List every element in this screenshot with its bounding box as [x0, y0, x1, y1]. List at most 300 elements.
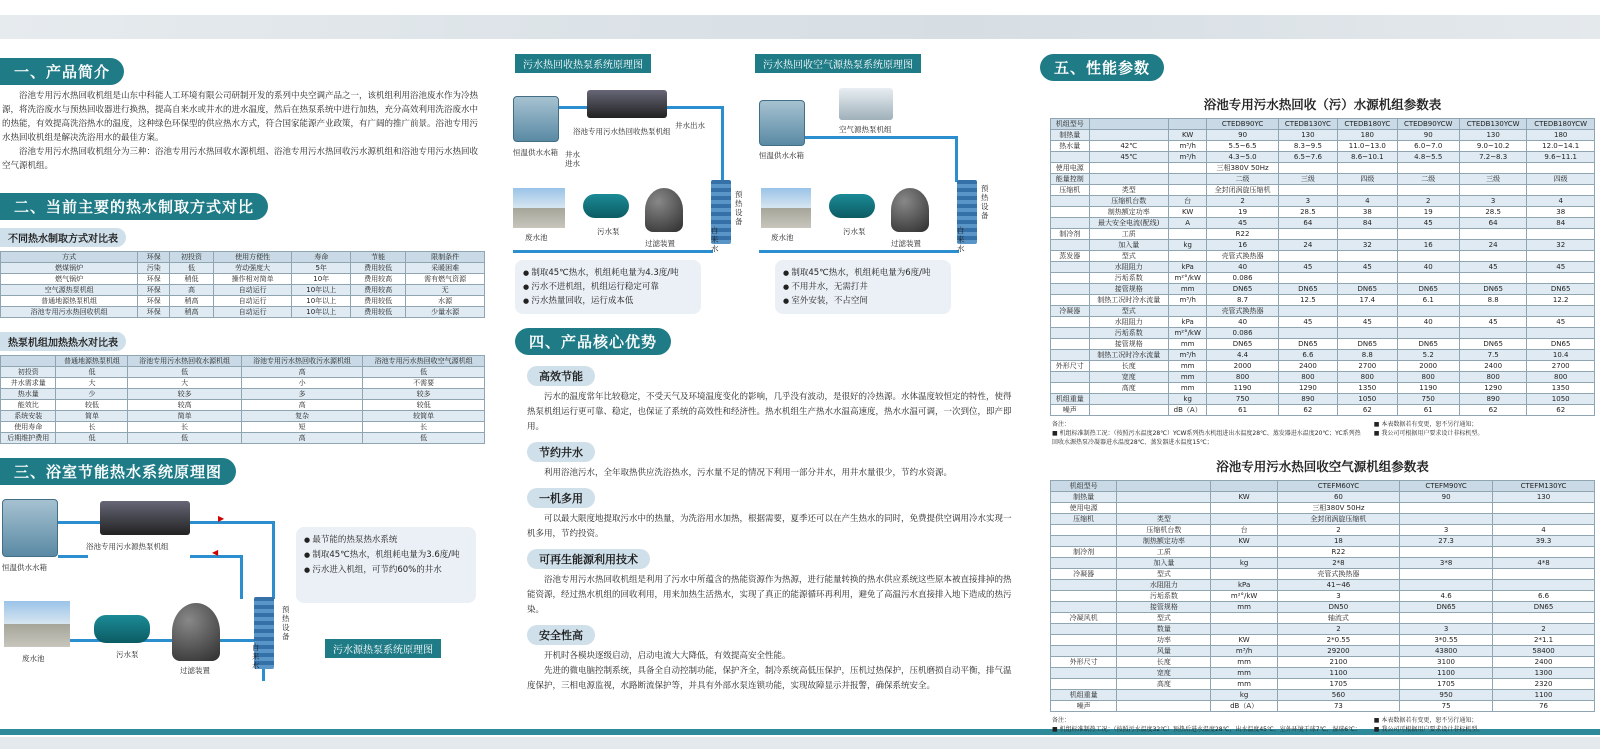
table-row — [1051, 251, 1595, 262]
table-cell — [1400, 613, 1493, 624]
table-cell — [1527, 185, 1595, 196]
table-cell: mm — [1211, 657, 1277, 668]
table-cell: m³/h — [1168, 141, 1207, 152]
table-cell: 62 — [1459, 405, 1527, 416]
table-cell: mm — [1168, 339, 1207, 350]
table-cell: 45 — [1397, 218, 1459, 229]
table-cell: 高 — [241, 400, 363, 411]
table-cell — [1051, 240, 1090, 251]
table-cell: 3 — [1459, 196, 1527, 207]
table-cell: 环保 — [138, 296, 170, 307]
table-row — [1051, 262, 1595, 273]
table-cell: 大 — [56, 378, 128, 389]
table-row — [1, 307, 485, 318]
advantage-heading: 高效节能 — [527, 366, 595, 386]
table-cell — [1, 356, 56, 367]
table-cell — [1051, 317, 1090, 328]
table-cell: 最大安全电流(配线) — [1089, 218, 1168, 229]
table-cell: m²°/kW — [1168, 273, 1207, 284]
table-cell: 2 — [1277, 525, 1399, 536]
table-cell: 环保 — [138, 307, 170, 318]
table-cell: 宽度 — [1117, 668, 1211, 679]
filter-label: 过滤装置 — [180, 666, 210, 675]
advantage-text: 先进的微电脑控制系统，具备全自动控制功能，保护齐全，制冷系统高低压保护，压机过热保护，压机磨损自动平衡，排气温度保护，三相电源监视，水路断流保护等，并具有外部水泵连锁功能，实现故障显示并报警，确保系统安全。 — [527, 666, 1012, 691]
table-cell: 型式 — [1089, 251, 1168, 262]
table-cell: 系统安装 — [1, 411, 56, 422]
table-cell — [1051, 339, 1090, 350]
table-cell: kg — [1168, 240, 1207, 251]
table-cell — [1527, 229, 1595, 240]
table-cell: 3*0.55 — [1400, 635, 1493, 646]
table-cell: 800 — [1207, 372, 1278, 383]
table-cell: 加入量 — [1089, 240, 1168, 251]
table-row — [1051, 558, 1595, 569]
table-cell — [1493, 547, 1595, 558]
table-cell: KW — [1168, 207, 1207, 218]
table-cell: 1350 — [1527, 383, 1595, 394]
table-cell: 800 — [1527, 372, 1595, 383]
table-cell: 使用电源 — [1051, 163, 1090, 174]
table-cell — [1400, 547, 1493, 558]
tank-label: 恒温供水水箱 — [2, 563, 47, 572]
table-cell: 壳管式换热器 — [1207, 306, 1278, 317]
table-cell: 6.0~7.0 — [1397, 141, 1459, 152]
table-cell — [1051, 218, 1090, 229]
table-row — [1051, 361, 1595, 372]
table-row — [1051, 284, 1595, 295]
table-cell: 外形尺寸 — [1051, 361, 1090, 372]
table-row — [1, 367, 485, 378]
table-cell — [1051, 558, 1117, 569]
table-notes — [1050, 420, 1595, 447]
table-cell: 4 — [1527, 196, 1595, 207]
table-cell: 环保 — [138, 252, 170, 263]
table-cell: 24 — [1278, 240, 1337, 251]
table-cell — [1397, 163, 1459, 174]
air-source-table-title: 浴池专用污水热回收空气源机组参数表 — [1216, 459, 1429, 474]
table-row — [1051, 207, 1595, 218]
filter-label: 过滤装置 — [645, 239, 675, 248]
hx-label: 预热设备 — [282, 605, 290, 641]
note-line: ■ 本表数据若有变更，恕不另行通知； — [1373, 717, 1478, 724]
table-cell: 90 — [1207, 130, 1278, 141]
table-cell: 三相380V 50Hz — [1207, 163, 1278, 174]
table-cell: 1190 — [1207, 383, 1278, 394]
table-cell: 560 — [1277, 690, 1399, 701]
table-cell: 8.8 — [1338, 350, 1397, 361]
table-cell — [1211, 569, 1277, 580]
table-cell: KW — [1211, 536, 1277, 547]
table-cell: CTEDB130YC — [1278, 119, 1337, 130]
table-cell: 机组型号 — [1051, 119, 1090, 130]
table-cell: 12.0~14.1 — [1527, 141, 1595, 152]
table-cell — [1051, 646, 1117, 657]
table-cell: CTEDB180YC — [1338, 119, 1397, 130]
table-cell: 17.4 — [1338, 295, 1397, 306]
table-cell: 长 — [56, 422, 128, 433]
table-row — [1051, 196, 1595, 207]
table-cell: 43800 — [1400, 646, 1493, 657]
flow-arrow-icon: ▶ — [218, 514, 225, 523]
note-item: ● 制取45℃热水，机组耗电量为4.3度/吨 — [523, 266, 693, 280]
table-cell: 低 — [128, 433, 241, 444]
heat-pump-unit-icon — [100, 501, 190, 535]
table-cell — [1493, 569, 1595, 580]
pool-label: 废水池 — [771, 233, 794, 242]
table-cell — [1051, 328, 1090, 339]
pipe — [759, 250, 959, 253]
table-cell: 2*0.55 — [1277, 635, 1399, 646]
pump-label: 污水泵 — [597, 227, 620, 236]
note-item: ● 污水不进机组，机组运行稳定可靠 — [523, 280, 693, 294]
table-cell — [1459, 163, 1527, 174]
table-cell: 低 — [56, 433, 128, 444]
table-cell: 小 — [241, 378, 363, 389]
table-cell: 6.5~7.6 — [1278, 152, 1337, 163]
heat-pump-unit-icon — [587, 90, 667, 118]
table-cell: 130 — [1493, 492, 1595, 503]
table-cell: KW — [1168, 130, 1207, 141]
table-cell — [1338, 273, 1397, 284]
table-cell — [1168, 251, 1207, 262]
table-cell: 热水量 — [1051, 141, 1090, 152]
table-cell: m³/h — [1168, 152, 1207, 163]
table-cell: 低 — [363, 433, 485, 444]
table-cell: 0.086 — [1207, 328, 1278, 339]
pipe — [805, 136, 955, 139]
table-cell — [1051, 580, 1117, 591]
table-cell — [1400, 514, 1493, 525]
table-cell: DN65 — [1397, 339, 1459, 350]
table-cell — [1527, 306, 1595, 317]
table-cell: 45 — [1338, 262, 1397, 273]
table-cell: 58400 — [1493, 646, 1595, 657]
table-cell: 长度 — [1089, 361, 1168, 372]
table-cell: 压缩机台数 — [1117, 525, 1211, 536]
table-cell: 型式 — [1117, 613, 1211, 624]
table-cell: 8.7 — [1207, 295, 1278, 306]
table-cell: 后期维护费用 — [1, 433, 56, 444]
table-cell: 操作相对简单 — [213, 274, 292, 285]
table-cell: mm — [1211, 668, 1277, 679]
table-cell: 制热量 — [1051, 130, 1090, 141]
table-cell: 6.6 — [1278, 350, 1337, 361]
table-cell — [1089, 119, 1168, 130]
table-cell — [1338, 251, 1397, 262]
table-cell: mm — [1211, 679, 1277, 690]
table-cell — [1459, 328, 1527, 339]
table-cell: 2 — [1493, 624, 1595, 635]
table-cell — [1168, 306, 1207, 317]
table-cell: 费用较低 — [350, 307, 405, 318]
well-out-label: 井水出水 — [675, 121, 705, 130]
table-cell — [1211, 503, 1277, 514]
table-cell: 低 — [56, 367, 128, 378]
table-cell: 较多 — [363, 389, 485, 400]
table-cell: 高 — [170, 285, 214, 296]
table-cell: m³/h — [1168, 350, 1207, 361]
table-cell: 能效比 — [1, 400, 56, 411]
table-cell: 2700 — [1527, 361, 1595, 372]
table-cell: 3 — [1400, 525, 1493, 536]
table-cell: 2000 — [1207, 361, 1278, 372]
table-cell: DN65 — [1338, 339, 1397, 350]
table-cell — [1211, 547, 1277, 558]
schematic-notes — [296, 527, 476, 603]
table-row — [1051, 317, 1595, 328]
table-cell — [1338, 229, 1397, 240]
table-cell: 费用较低 — [350, 296, 405, 307]
table-cell: 冷凝器 — [1051, 569, 1117, 580]
table-row — [1051, 635, 1595, 646]
table-cell: 污垢系数 — [1117, 591, 1211, 602]
table-cell: 1050 — [1527, 394, 1595, 405]
table-cell: 84 — [1527, 218, 1595, 229]
table-cell: 初投资 — [1, 367, 56, 378]
table-cell: 8.6~10.1 — [1338, 152, 1397, 163]
table-cell: 浴池专用污水热回收污水源机组 — [241, 356, 363, 367]
table-cell: 19 — [1397, 207, 1459, 218]
pipe — [272, 521, 275, 599]
table-cell: 型式 — [1089, 306, 1168, 317]
sewage-source-schematic — [0, 493, 485, 683]
pipe — [190, 521, 272, 524]
table-cell: 76 — [1493, 701, 1595, 712]
flow-arrow-icon: ◀ — [212, 548, 219, 557]
table-cell: 130 — [1278, 130, 1337, 141]
table-cell — [1397, 251, 1459, 262]
table-cell: 费用较高 — [350, 274, 405, 285]
table-cell — [1459, 273, 1527, 284]
unit-label: 浴池专用污水热回收热泵机组 — [573, 127, 671, 136]
table-cell — [1211, 481, 1277, 492]
pipe — [667, 106, 721, 109]
table-row — [1, 263, 485, 274]
waste-pool-photo — [761, 188, 811, 228]
advantage-text: 可以最大限度地提取污水中的热量，为洗浴用水加热，根据需要，夏季还可以在产生热水的同时，免费提供空调用冷水实现一机多用，节约投资。 — [527, 514, 1012, 539]
table-cell — [1338, 163, 1397, 174]
table-cell: 使用寿命 — [1, 422, 56, 433]
table-cell: kPa — [1168, 317, 1207, 328]
table-cell — [1117, 690, 1211, 701]
table-cell — [1051, 196, 1090, 207]
tap-label: 自来水 — [711, 226, 719, 253]
table-row — [1, 356, 485, 367]
table-row — [1051, 306, 1595, 317]
table-cell: DN65 — [1493, 602, 1595, 613]
table-cell: 4 — [1493, 525, 1595, 536]
water-tank-icon — [513, 96, 559, 142]
subtitle-heatpump-table: 热泵机组加热热水对比表 — [0, 332, 126, 351]
table-cell: 4.3~5.0 — [1207, 152, 1278, 163]
note-line: 备注： — [1052, 717, 1071, 724]
table-cell: 压缩机 — [1051, 514, 1117, 525]
table-cell — [1397, 229, 1459, 240]
table-cell: 机组重量 — [1051, 394, 1090, 405]
table-cell: 制热量 — [1051, 492, 1117, 503]
table-cell: 限制条件 — [406, 252, 485, 263]
table-cell: 45 — [1207, 218, 1278, 229]
table-cell: 能量控制 — [1051, 174, 1090, 185]
table-cell: 750 — [1207, 394, 1278, 405]
table-cell: 噪声 — [1051, 405, 1090, 416]
table-cell: 6.6 — [1493, 591, 1595, 602]
table-cell: 制冷剂 — [1051, 547, 1117, 558]
pool-label: 废水池 — [525, 233, 548, 242]
table-cell: 类型 — [1089, 185, 1168, 196]
table-row — [1051, 690, 1595, 701]
table-cell: 8.3~9.5 — [1278, 141, 1337, 152]
section-title-comparison: 二、当前主要的热水制取方式对比 — [0, 193, 268, 220]
table-cell: 45 — [1278, 317, 1337, 328]
table-row — [1051, 130, 1595, 141]
table-cell: 普通地源热泵机组 — [1, 296, 138, 307]
table-cell: m³/h — [1168, 295, 1207, 306]
table-cell: 750 — [1397, 394, 1459, 405]
table-cell: 稍低 — [170, 274, 214, 285]
table-row — [1051, 405, 1595, 416]
table-cell: 10年以上 — [292, 307, 351, 318]
table-cell — [1493, 580, 1595, 591]
table-cell: CTEDB130YCW — [1459, 119, 1527, 130]
table-cell — [1089, 130, 1168, 141]
pipe — [240, 555, 243, 599]
table-cell: 64 — [1278, 218, 1337, 229]
table-cell: 12.2 — [1527, 295, 1595, 306]
table-cell: 三相380V 50Hz — [1277, 503, 1399, 514]
table-cell: 1100 — [1277, 668, 1399, 679]
table-cell: 较高 — [128, 400, 241, 411]
table-cell: 宽度 — [1089, 372, 1168, 383]
table-cell — [1278, 251, 1337, 262]
waste-pool-photo — [4, 601, 70, 647]
table-cell: DN65 — [1527, 339, 1595, 350]
table-cell: 四级 — [1527, 174, 1595, 185]
tap-label: 自来水 — [252, 643, 260, 670]
table-cell: 台 — [1211, 525, 1277, 536]
note-item: ● 污水热量回收，运行成本低 — [523, 294, 693, 308]
table-row — [1051, 679, 1595, 690]
pipe — [955, 136, 958, 182]
table-cell: 轴流式 — [1277, 613, 1399, 624]
table-cell — [1493, 613, 1595, 624]
table-row — [1, 422, 485, 433]
table-cell: 3 — [1400, 624, 1493, 635]
note-item: ● 室外安装，不占空间 — [783, 294, 943, 308]
table-cell — [1211, 613, 1277, 624]
table-cell: 井水需求量 — [1, 378, 56, 389]
pipe — [58, 555, 88, 558]
note-line: ■ 本表数据若有变更，恕不另行通知； — [1373, 421, 1478, 428]
table-cell: 低 — [170, 263, 214, 274]
table-cell — [1051, 262, 1090, 273]
table-cell: 燃气锅炉 — [1, 274, 138, 285]
table-cell: 无 — [406, 285, 485, 296]
water-source-table-title: 浴池专用污水热回收（污）水源机组参数表 — [1203, 97, 1442, 112]
table-cell: 3*8 — [1400, 558, 1493, 569]
intro-paragraph-1: 浴池专用污水热回收机组是山东中科能人工环境有限公司研制开发的系列中央空调产品之一，该机组利用浴池废水作为冷热源，将洗浴废水与预热回收器进行换热，提高自来水或井水的进水温度，然后在热泵系统中进行加热，充分高效利用洗浴废水中的热能，有效提高洗浴热水的温度，这种绿色环保型的供应热水方式，符合国家能源产业政策，有广阔的推广前景。浴池专用污水热回收机组是解决洗浴用水的最佳方案。 — [2, 91, 479, 143]
table-cell — [1459, 229, 1527, 240]
table-cell: 62 — [1527, 405, 1595, 416]
table-row — [1051, 481, 1595, 492]
table-cell: 空气源热泵机组 — [1, 285, 138, 296]
table-row — [1051, 218, 1595, 229]
table-cell: 1100 — [1400, 668, 1493, 679]
table-cell: 制热额定功率 — [1117, 536, 1211, 547]
table-cell: DN65 — [1207, 339, 1278, 350]
table-cell: 高 — [241, 367, 363, 378]
table-cell: 普通地源热泵机组 — [56, 356, 128, 367]
table-cell: 1050 — [1338, 394, 1397, 405]
table-cell — [1051, 679, 1117, 690]
table-cell: 2320 — [1493, 679, 1595, 690]
table-cell: 64 — [1459, 218, 1527, 229]
table-cell: 三级 — [1278, 174, 1337, 185]
table-cell: 62 — [1278, 405, 1337, 416]
table-cell — [1089, 405, 1168, 416]
table-cell: 劳动强度大 — [213, 263, 292, 274]
advantage-heading: 节约井水 — [527, 442, 595, 462]
table-cell: 采暖困难 — [406, 263, 485, 274]
table-cell: 32 — [1338, 240, 1397, 251]
table-cell: 较低 — [56, 400, 128, 411]
table-cell — [1527, 163, 1595, 174]
table-cell: 方式 — [1, 252, 138, 263]
table-cell: 1300 — [1493, 668, 1595, 679]
schematic-caption: 污水源热泵系统原理图 — [325, 639, 441, 658]
column-middle — [513, 50, 1025, 694]
table-cell — [1117, 481, 1211, 492]
table-cell — [1168, 163, 1207, 174]
table-cell: mm — [1211, 602, 1277, 613]
table-cell: 38 — [1338, 207, 1397, 218]
table-cell: 4.6 — [1400, 591, 1493, 602]
table-cell: kPa — [1211, 580, 1277, 591]
table-cell: 壳管式换热器 — [1277, 569, 1399, 580]
table-cell: 大 — [128, 378, 241, 389]
table-cell: 11.0~13.0 — [1338, 141, 1397, 152]
table-cell: 水阻阻力 — [1089, 317, 1168, 328]
table-cell — [1051, 525, 1117, 536]
table-cell: 高 — [241, 433, 363, 444]
table-row — [1, 411, 485, 422]
table-cell: 10年以上 — [292, 285, 351, 296]
table-cell: 二级 — [1397, 174, 1459, 185]
table-cell: 使用电源 — [1051, 503, 1117, 514]
advantage-text: 利用浴池污水，全年取热供应洗浴热水，污水量不足的情况下利用一部分井水，用井水量很少，节约水资源。 — [544, 468, 953, 478]
table-cell — [1051, 624, 1117, 635]
table-cell: 18 — [1277, 536, 1399, 547]
table-cell — [1338, 328, 1397, 339]
table-cell: 浴池专用污水热回收空气源机组 — [363, 356, 485, 367]
table-cell: mm — [1168, 284, 1207, 295]
table-cell: dB（A） — [1168, 405, 1207, 416]
table-cell: KW — [1211, 492, 1277, 503]
intro-paragraph-2: 浴池专用污水热回收机组分为三种：浴池专用污水热回收水源机组、浴池专用污水热回收污水源机组和浴池专用污水热回收空气源机组。 — [2, 147, 479, 171]
table-row — [1051, 646, 1595, 657]
table-cell: 全封闭涡旋压缩机 — [1277, 514, 1399, 525]
table-cell: 73 — [1277, 701, 1399, 712]
advantage-text: 污水的温度常年比较稳定，不受天气及环境温度变化的影响，几乎没有波动，是很好的冷热源。水体温度较恒定的特性，使得热泵机组运行更可靠、稳定，也保证了系统的高效性和经济性。热水机组生产热水水温高速度，热水水温可调，一次到位，即产即用。 — [527, 392, 1012, 432]
table-cell: 16 — [1207, 240, 1278, 251]
table-cell — [1400, 569, 1493, 580]
table-cell: 高度 — [1089, 383, 1168, 394]
water-tank-icon — [759, 100, 805, 146]
sewage-pump-icon — [94, 615, 150, 643]
table-row — [1051, 350, 1595, 361]
table-cell — [1493, 503, 1595, 514]
table-cell: mm — [1168, 383, 1207, 394]
